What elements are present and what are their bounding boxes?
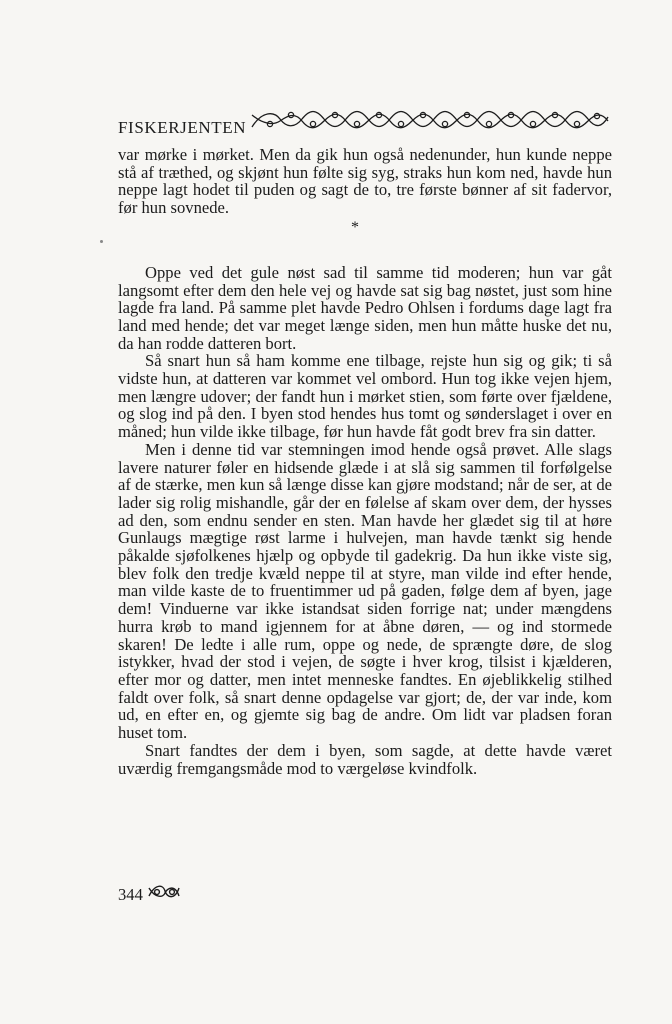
section-break-asterisk: * <box>351 218 359 236</box>
paragraph: Snart fandtes der dem i byen, som sagde, at dette havde været uværdig fremgangsmåde mod to værgeløse kvindfolk. <box>118 740 612 778</box>
paragraph-continuation: var mørke i mørket. Men da gik hun også nedenunder, hun kunde neppe stå af træthed, og skjønt hun følte sig syg, straks hun kom ned, havde hun neppe lagt hodet til puden og sagt de to, tre første bønner af sit fadervor, før hun sovnede. <box>118 145 612 218</box>
paragraph: Så snart hun så ham komme ene tilbage, rejste hun sig og gik; ti så vidste hun, at datteren var kommet vel ombord. Hun tog ikke vejen hjem, men længre udover; der fandt hun i mørket stien, som førte over fjældene, og slog ind på den. I byen stod hendes hus tomt og sønderslaget i over en måned; hun vilde ikke tilbage, før hun havde fåt godt brev fra sin datter. <box>118 351 612 442</box>
page-number: 344 <box>118 884 143 904</box>
running-head: FISKERJENTEN <box>118 118 247 137</box>
paragraph: Men i denne tid var stemningen imod hende også prøvet. Alle slags lavere naturer føler en hidsende glæde i at slå sig sammen til forfølgelse af de stærke, men kun så længe disse kan gjøre modstand; når de ser, at de lader sig rolig mishandle, går der en følelse af skam over dem, der hysses ad den, som endnu sender en sten. Man havde her glædet sig til at høre Gunlaugs mægtige røst larme i hulvejen, man havde tænkt sig hende påkalde sjøfolkenes hjælp og opbyde til gadekrig. Da hun ikke viste sig, blev folk den tredje kvæld neppe til at styre, man vilde ind efter hende, man vilde kaste de to fruentimmer ud på gaden, følge dem af byen, jage dem! Vinduerne var ikke istandsat siden forrige nat; under mængdens hurra krøb to mand igjennem for at åbne døren, — og ind stormede skaren! De ledte i alle rum, oppe og nede, de sprængte døre, de slog istykker, hvad der stod i vejen, de søgte i hver krog, tilsist i kjælderen, efter mor og datter, men intet menneske fandtes. En øjeblikkelig stilhed faldt over folk, så snart denne opdagelse var gjort; de, der var inde, kom ud, en efter en, og gjemte sig bag de andre. Om lidt var pladsen foran huset tom. <box>118 439 612 743</box>
stray-ink-mark <box>100 240 103 243</box>
paragraph: Oppe ved det gule nøst sad til samme tid moderen; hun var gåt langsomt efter dem den hele vej og havde sat sig bag nøstet, just som hine lagde fra land. På samme plet havde Pedro Ohlsen i fordums dage lagt fra land med hende; det var meget længe siden, men hun måtte huske det nu, da han rodde datteren bort. <box>118 262 612 353</box>
small-vine-ornament-icon <box>147 882 181 907</box>
scroll-vine-ornament-icon <box>250 107 612 138</box>
page-footer <box>118 882 181 907</box>
page-header <box>118 110 618 138</box>
body-text <box>118 146 612 777</box>
